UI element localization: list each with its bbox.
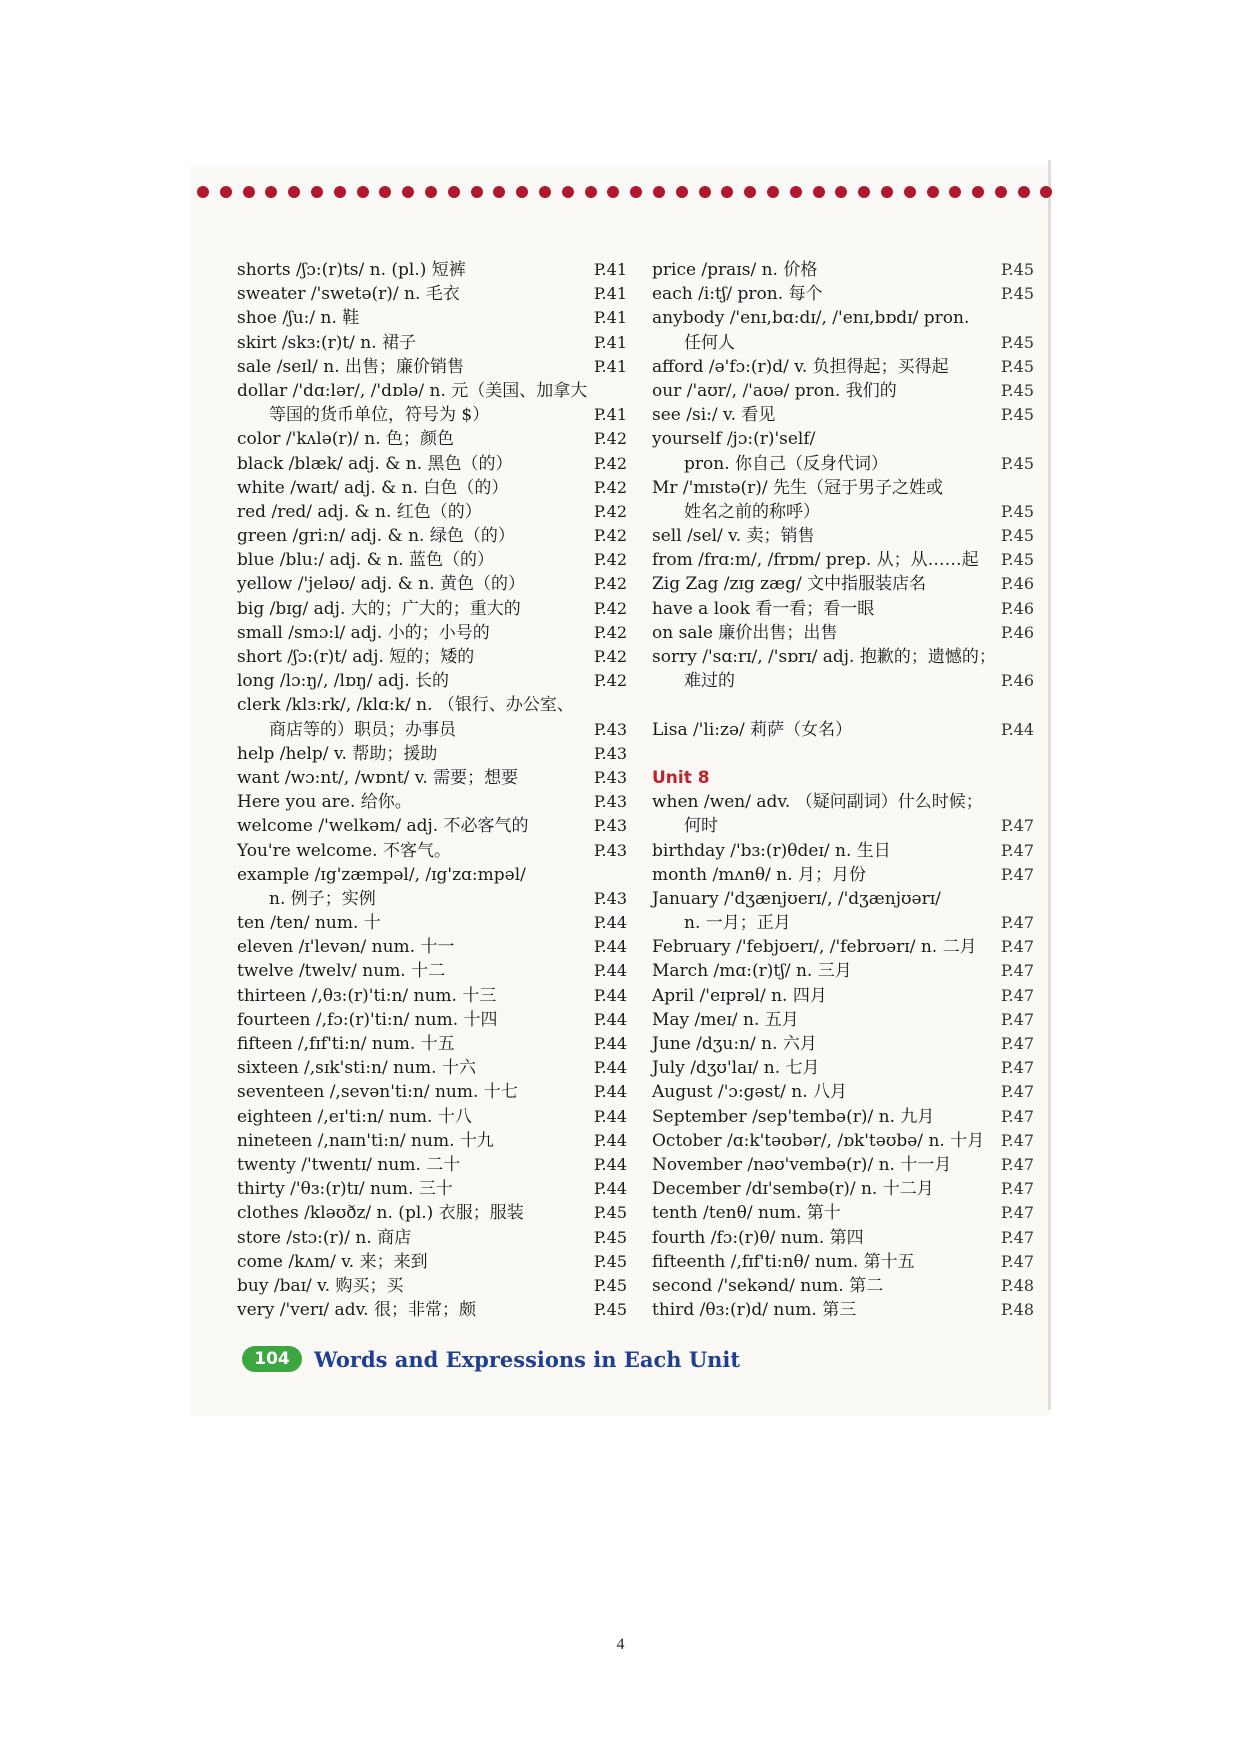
vocab-entry: [237, 548, 627, 572]
entry-page-ref: P.45: [1001, 284, 1034, 304]
vocab-entry-continuation: [652, 911, 1034, 935]
vocab-entry-continuation: [652, 814, 1034, 838]
decorative-dot-row: [197, 186, 1053, 200]
vocab-entry: [237, 1056, 627, 1080]
vocab-entry: [652, 693, 1034, 717]
vocab-entry: [237, 1153, 627, 1177]
vocab-entry: [237, 1080, 627, 1104]
entry-page-ref: P.45: [1001, 550, 1034, 570]
entry-text: fifteenth /,fɪf'ti:nθ/ num. 第十五: [652, 1251, 915, 1272]
decorative-dot: [676, 186, 688, 198]
vocab-entry: [652, 1129, 1034, 1153]
entry-text: December /dɪ'sembə(r)/ n. 十二月: [652, 1179, 934, 1200]
entry-text: sale /seɪl/ n. 出售；廉价销售: [237, 356, 465, 377]
entry-page-ref: P.43: [594, 888, 627, 908]
entry-page-ref: P.48: [1001, 1275, 1034, 1295]
decorative-dot: [904, 186, 916, 198]
vocab-entry: [652, 597, 1034, 621]
entry-text: November /nəʊ'vembə(r)/ n. 十一月: [652, 1154, 952, 1175]
entry-page-ref: P.47: [1001, 985, 1034, 1005]
decorative-dot: [197, 186, 209, 198]
entry-page-ref: P.45: [1001, 526, 1034, 546]
entry-page-ref: P.47: [1001, 864, 1034, 884]
page-edge-line: [1048, 160, 1051, 1410]
vocab-entry: [652, 790, 1034, 814]
decorative-dot: [744, 186, 756, 198]
decorative-dot: [448, 186, 460, 198]
entry-page-ref: P.43: [594, 719, 627, 739]
entry-text: red /red/ adj. & n. 红色（的）: [237, 501, 482, 522]
entry-text: big /bɪg/ adj. 大的；广大的；重大的: [237, 598, 521, 619]
vocabulary-column-left: [237, 258, 627, 1322]
entry-page-ref: P.41: [594, 332, 627, 352]
decorative-dot: [858, 186, 870, 198]
vocab-entry: [652, 355, 1034, 379]
vocab-entry: [652, 1250, 1034, 1274]
vocab-entry: [652, 1008, 1034, 1032]
entry-text: thirty /'θɜ:(r)tɪ/ num. 三十: [237, 1179, 453, 1200]
entry-text: September /sep'tembə(r)/ n. 九月: [652, 1106, 935, 1127]
entry-text: sorry /'sɑ:rɪ/, /'sɒrɪ/ adj. 抱歉的；遗憾的；: [652, 647, 996, 667]
vocab-entry: [652, 645, 1034, 669]
vocab-entry: [237, 355, 627, 379]
entry-page-ref: P.42: [594, 671, 627, 691]
entry-page-ref: P.44: [594, 1082, 627, 1102]
entry-page-ref: P.45: [1001, 501, 1034, 521]
decorative-dot: [265, 186, 277, 198]
vocab-entry: [237, 1032, 627, 1056]
entry-text: our /'aʊr/, /'aʊə/ pron. 我们的: [652, 380, 897, 401]
entry-page-ref: P.45: [1001, 260, 1034, 279]
vocab-entry: [237, 306, 627, 330]
footer-title: Words and Expressions in Each Unit: [314, 1346, 741, 1372]
entry-text: when /wen/ adv. （疑问副词）什么时候；: [652, 792, 983, 813]
entry-text: eleven /ɪ'levən/ num. 十一: [237, 937, 455, 958]
vocab-entry-continuation: [237, 403, 627, 427]
decorative-dot: [357, 186, 369, 198]
entry-text: twelve /twelv/ num. 十二: [237, 961, 446, 982]
entry-page-ref: P.42: [594, 598, 627, 618]
vocab-entry: [652, 742, 1034, 766]
entry-page-ref: P.45: [594, 1251, 627, 1271]
entry-page-ref: P.45: [594, 1275, 627, 1295]
vocabulary-column-right: [652, 258, 1034, 1322]
vocab-entry: [237, 839, 627, 863]
entry-page-ref: P.42: [594, 477, 627, 497]
entry-text: Here you are. 给你。: [237, 792, 412, 813]
entry-text: skirt /skɜ:(r)t/ n. 裙子: [237, 332, 417, 353]
decorative-dot: [1040, 186, 1052, 198]
vocab-entry: [237, 1105, 627, 1129]
entry-text: fifteen /,fɪf'ti:n/ num. 十五: [237, 1034, 455, 1054]
entry-page-ref: P.47: [1001, 1058, 1034, 1078]
entry-text: 等国的货币单位，符号为 $）: [269, 405, 490, 426]
entry-page-ref: P.43: [594, 840, 627, 860]
entry-page-ref: P.46: [1001, 574, 1034, 594]
vocab-entry-continuation: [237, 887, 627, 911]
vocab-entry: [237, 669, 627, 693]
decorative-dot: [493, 186, 505, 198]
entry-page-ref: P.47: [1001, 1227, 1034, 1247]
entry-text: yourself /jɔ:(r)'self/: [652, 429, 816, 450]
entry-page-ref: P.45: [1001, 405, 1034, 425]
entry-text: You're welcome. 不客气。: [237, 840, 451, 861]
entry-page-ref: P.45: [1001, 332, 1034, 352]
entry-text: 姓名之前的称呼）: [684, 501, 820, 522]
vocab-entry: [652, 935, 1034, 959]
entry-text: n. 一月；正月: [684, 913, 791, 934]
entry-text: pron. 你自己（反身代词）: [684, 453, 888, 474]
entry-text: shoe /ʃu:/ n. 鞋: [237, 308, 360, 329]
vocab-entry: [237, 1298, 627, 1322]
entry-page-ref: P.43: [594, 792, 627, 812]
entry-page-ref: P.46: [1001, 598, 1034, 618]
vocab-entry: [652, 427, 1034, 451]
entry-text: from /frɑ:m/, /frɒm/ prep. 从；从……起: [652, 550, 979, 571]
vocab-entry-continuation: [652, 331, 1034, 355]
vocab-entry: [237, 427, 627, 451]
entry-text: yellow /'jeləʊ/ adj. & n. 黄色（的）: [237, 574, 526, 595]
entry-text: clothes /kləʊðz/ n. (pl.) 衣服；服装: [237, 1203, 524, 1224]
entry-page-ref: P.42: [594, 574, 627, 594]
entry-text: 商店等的）职员；办事员: [269, 719, 456, 740]
vocab-entry: [652, 984, 1034, 1008]
decorative-dot: [881, 186, 893, 198]
entry-text: sweater /'swetə(r)/ n. 毛衣: [237, 284, 460, 305]
entry-page-ref: P.41: [594, 284, 627, 304]
vocab-entry: [237, 572, 627, 596]
entry-text: each /i:tʃ/ pron. 每个: [652, 284, 823, 305]
entry-text: 任何人: [684, 332, 735, 353]
decorative-dot: [699, 186, 711, 198]
entry-text: May /meɪ/ n. 五月: [652, 1009, 799, 1030]
entry-text: Zig Zag /zɪg zæg/ 文中指服装店名: [652, 574, 927, 595]
entry-page-ref: P.42: [594, 429, 627, 449]
entry-page-ref: P.47: [1001, 961, 1034, 981]
entry-text: second /'sekənd/ num. 第二: [652, 1275, 884, 1296]
decorative-dot: [607, 186, 619, 198]
decorative-dot: [425, 186, 437, 198]
entry-text: come /kʌm/ v. 来；来到: [237, 1251, 428, 1272]
decorative-dot: [539, 186, 551, 198]
vocab-entry: [237, 645, 627, 669]
vocab-entry: [237, 693, 627, 717]
entry-page-ref: P.44: [594, 1106, 627, 1126]
entry-text: small /smɔ:l/ adj. 小的；小号的: [237, 622, 490, 643]
vocab-entry: [237, 258, 627, 282]
entry-text: example /ɪg'zæmpəl/, /ɪg'zɑ:mpəl/: [237, 864, 526, 885]
decorative-dot: [585, 186, 597, 198]
entry-page-ref: P.41: [594, 356, 627, 376]
vocab-entry-continuation: [652, 669, 1034, 693]
entry-text: sixteen /,sɪk'sti:n/ num. 十六: [237, 1058, 476, 1079]
entry-text: 难过的: [684, 671, 735, 692]
entry-page-ref: P.45: [1001, 453, 1034, 473]
vocab-entry: [652, 959, 1034, 983]
entry-text: March /mɑ:(r)tʃ/ n. 三月: [652, 961, 852, 982]
vocab-entry: [237, 911, 627, 935]
vocab-entry: [237, 959, 627, 983]
vocab-entry-continuation: [237, 718, 627, 742]
decorative-dot: [995, 186, 1007, 198]
entry-text: green /gri:n/ adj. & n. 绿色（的）: [237, 526, 515, 547]
entry-page-ref: P.46: [1001, 622, 1034, 642]
entry-page-ref: P.44: [594, 1058, 627, 1078]
entry-text: n. 例子；实例: [269, 888, 376, 909]
vocab-entry: [237, 597, 627, 621]
vocab-entry: [237, 621, 627, 645]
entry-text: nineteen /,naɪn'ti:n/ num. 十九: [237, 1130, 494, 1151]
entry-text: 何时: [684, 816, 718, 837]
vocab-entry: [652, 718, 1034, 742]
decorative-dot: [767, 186, 779, 198]
entry-page-ref: P.47: [1001, 937, 1034, 957]
decorative-dot: [721, 186, 733, 198]
vocab-entry-continuation: [652, 452, 1034, 476]
vocab-entry: [652, 306, 1034, 330]
vocab-entry: [237, 452, 627, 476]
decorative-dot: [630, 186, 642, 198]
entry-page-ref: P.44: [594, 961, 627, 981]
entry-text: month /mʌnθ/ n. 月；月份: [652, 864, 867, 885]
entry-page-ref: P.47: [1001, 1034, 1034, 1053]
vocab-entry: [652, 1056, 1034, 1080]
entry-page-ref: P.41: [594, 405, 627, 425]
decorative-dot: [927, 186, 939, 198]
entry-page-ref: P.47: [1001, 1130, 1034, 1150]
vocab-entry: [652, 1274, 1034, 1298]
vocab-entry: [237, 1177, 627, 1201]
entry-page-ref: P.45: [594, 1227, 627, 1247]
entry-page-ref: P.45: [1001, 380, 1034, 400]
vocab-entry: [652, 403, 1034, 427]
vocab-entry: [652, 1032, 1034, 1056]
entry-page-ref: P.42: [594, 622, 627, 642]
vocab-entry: [652, 258, 1034, 282]
entry-text: February /'febjʊerɪ/, /'febrʊərɪ/ n. 二月: [652, 937, 977, 958]
vocab-entry: [652, 863, 1034, 887]
entry-page-ref: P.44: [594, 1009, 627, 1029]
document-page-number: 4: [616, 1636, 625, 1653]
vocab-entry: [652, 282, 1034, 306]
entry-page-ref: P.44: [1001, 719, 1034, 739]
entry-page-ref: P.43: [594, 767, 627, 787]
vocab-entry: [237, 814, 627, 838]
entry-page-ref: P.44: [594, 1034, 627, 1053]
vocab-entry: [652, 572, 1034, 596]
unit-heading: Unit 8: [652, 767, 710, 788]
entry-text: dollar /'dɑ:lər/, /'dɒlə/ n. 元（美国、加拿大: [237, 380, 588, 401]
page-footer: [242, 1346, 740, 1372]
entry-text: twenty /'twentɪ/ num. 二十: [237, 1154, 461, 1175]
vocab-entry: [237, 1226, 627, 1250]
entry-text: June /dʒu:n/ n. 六月: [652, 1034, 817, 1054]
vocab-entry: [652, 1177, 1034, 1201]
decorative-dot: [1018, 186, 1030, 198]
entry-text: welcome /'welkəm/ adj. 不必客气的: [237, 816, 529, 837]
entry-page-ref: P.42: [594, 550, 627, 570]
page-number-badge: 104: [242, 1346, 302, 1372]
entry-page-ref: P.47: [1001, 816, 1034, 836]
entry-text: third /θɜ:(r)d/ num. 第三: [652, 1300, 857, 1321]
vocab-entry: [652, 1153, 1034, 1177]
decorative-dot: [813, 186, 825, 198]
decorative-dot: [516, 186, 528, 198]
vocab-entry: [237, 1250, 627, 1274]
vocab-entry: [652, 379, 1034, 403]
entry-page-ref: P.46: [1001, 671, 1034, 691]
vocab-entry: [237, 282, 627, 306]
entry-text: want /wɔ:nt/, /wɒnt/ v. 需要；想要: [237, 767, 519, 788]
decorative-dot: [653, 186, 665, 198]
vocab-entry: [652, 1226, 1034, 1250]
entry-page-ref: P.44: [594, 1179, 627, 1199]
decorative-dot: [379, 186, 391, 198]
entry-page-ref: P.41: [594, 308, 627, 328]
vocab-entry: [237, 524, 627, 548]
entry-text: help /help/ v. 帮助；援助: [237, 743, 438, 764]
entry-text: buy /baɪ/ v. 购买；买: [237, 1275, 404, 1296]
entry-page-ref: P.42: [594, 526, 627, 546]
entry-text: ten /ten/ num. 十: [237, 913, 381, 934]
entry-text: blue /blu:/ adj. & n. 蓝色（的）: [237, 550, 494, 571]
vocab-entry-continuation: [652, 500, 1034, 524]
vocab-entry: [652, 1298, 1034, 1322]
entry-page-ref: P.44: [594, 937, 627, 957]
entry-page-ref: P.44: [594, 985, 627, 1005]
entry-page-ref: P.47: [1001, 1082, 1034, 1102]
vocab-entry: [237, 1129, 627, 1153]
entry-page-ref: P.47: [1001, 1154, 1034, 1174]
entry-page-ref: P.42: [594, 647, 627, 666]
entry-page-ref: P.47: [1001, 1179, 1034, 1199]
entry-page-ref: P.47: [1001, 913, 1034, 933]
entry-text: July /dʒʊ'laɪ/ n. 七月: [652, 1058, 820, 1079]
entry-text: anybody /'enɪ,bɑ:dɪ/, /'enɪ,bɒdɪ/ pron.: [652, 308, 970, 329]
entry-page-ref: P.42: [594, 453, 627, 473]
decorative-dot: [471, 186, 483, 198]
entry-page-ref: P.44: [594, 1130, 627, 1150]
entry-text: shorts /ʃɔ:(r)ts/ n. (pl.) 短裤: [237, 260, 466, 280]
vocab-entry: [237, 1008, 627, 1032]
entry-text: afford /ə'fɔ:(r)d/ v. 负担得起；买得起: [652, 356, 949, 377]
entry-text: seventeen /,sevən'ti:n/ num. 十七: [237, 1082, 518, 1103]
entry-page-ref: P.47: [1001, 1251, 1034, 1271]
decorative-dot: [334, 186, 346, 198]
entry-page-ref: P.41: [594, 260, 627, 279]
entry-text: have a look 看一看；看一眼: [652, 598, 875, 619]
decorative-dot: [220, 186, 232, 198]
entry-page-ref: P.45: [594, 1203, 627, 1223]
entry-page-ref: P.44: [594, 913, 627, 933]
entry-text: Lisa /'li:zə/ 莉萨（女名）: [652, 719, 853, 740]
vocab-entry: [237, 742, 627, 766]
entry-page-ref: P.42: [594, 501, 627, 521]
entry-page-ref: P.47: [1001, 840, 1034, 860]
vocab-entry: [237, 331, 627, 355]
entry-text: eighteen /,eɪ'ti:n/ num. 十八: [237, 1106, 472, 1127]
entry-text: see /si:/ v. 看见: [652, 405, 776, 426]
entry-text: birthday /'bɜ:(r)θdeɪ/ n. 生日: [652, 840, 891, 861]
entry-text: thirteen /,θɜ:(r)'ti:n/ num. 十三: [237, 985, 497, 1006]
decorative-dot: [790, 186, 802, 198]
entry-page-ref: P.47: [1001, 1106, 1034, 1126]
entry-text: fourteen /,fɔ:(r)'ti:n/ num. 十四: [237, 1009, 498, 1030]
vocab-entry: [237, 863, 627, 887]
decorative-dot: [288, 186, 300, 198]
vocab-entry: [237, 935, 627, 959]
entry-page-ref: P.47: [1001, 1203, 1034, 1223]
entry-text: Mr /'mɪstə(r)/ 先生（冠于男子之姓或: [652, 477, 944, 498]
entry-text: January /'dʒænjʊerɪ/, /'dʒænjʊərɪ/: [652, 888, 941, 909]
entry-text: short /ʃɔ:(r)t/ adj. 短的；矮的: [237, 647, 475, 667]
vocab-entry: [237, 790, 627, 814]
entry-page-ref: P.44: [594, 1154, 627, 1174]
vocab-entry: [652, 1201, 1034, 1225]
vocab-entry: [237, 1201, 627, 1225]
entry-text: very /'verɪ/ adv. 很；非常；颇: [237, 1300, 476, 1321]
vocab-entry: [652, 1105, 1034, 1129]
entry-text: August /'ɔ:gəst/ n. 八月: [652, 1082, 848, 1103]
entry-text: fourth /fɔ:(r)θ/ num. 第四: [652, 1227, 864, 1248]
decorative-dot: [949, 186, 961, 198]
entry-page-ref: P.45: [594, 1300, 627, 1320]
entry-text: clerk /klɜ:rk/, /klɑ:k/ n. （银行、办公室、: [237, 695, 574, 716]
decorative-dot: [972, 186, 984, 198]
decorative-dot: [402, 186, 414, 198]
decorative-dot: [562, 186, 574, 198]
vocab-entry: [237, 984, 627, 1008]
entry-page-ref: P.45: [1001, 356, 1034, 376]
entry-text: white /waɪt/ adj. & n. 白色（的）: [237, 477, 509, 498]
vocab-entry: [237, 379, 627, 403]
entry-text: sell /sel/ v. 卖；销售: [652, 526, 815, 547]
vocab-entry: [237, 1274, 627, 1298]
entry-text: color /'kʌlə(r)/ n. 色；颜色: [237, 429, 455, 450]
vocab-entry: [237, 476, 627, 500]
entry-page-ref: P.43: [594, 816, 627, 836]
vocab-entry: [652, 621, 1034, 645]
entry-text: long /lɔ:ŋ/, /lɒŋ/ adj. 长的: [237, 671, 450, 692]
vocab-entry: [237, 500, 627, 524]
entry-text: store /stɔ:(r)/ n. 商店: [237, 1227, 412, 1248]
vocab-entry: [652, 839, 1034, 863]
entry-page-ref: P.47: [1001, 1009, 1034, 1029]
entry-page-ref: P.48: [1001, 1300, 1034, 1320]
entry-text: April /'eɪprəl/ n. 四月: [652, 985, 827, 1006]
decorative-dot: [243, 186, 255, 198]
entry-text: black /blæk/ adj. & n. 黑色（的）: [237, 453, 513, 474]
vocab-entry: [652, 548, 1034, 572]
vocab-entry: [652, 476, 1034, 500]
vocab-entry: [652, 1080, 1034, 1104]
entry-text: tenth /tenθ/ num. 第十: [652, 1203, 841, 1224]
vocab-entry: [652, 524, 1034, 548]
entry-text: price /praɪs/ n. 价格: [652, 260, 818, 280]
decorative-dot: [835, 186, 847, 198]
entry-page-ref: P.43: [594, 743, 627, 763]
decorative-dot: [311, 186, 323, 198]
vocab-entry: [237, 766, 627, 790]
vocab-entry: [652, 887, 1034, 911]
entry-text: October /ɑ:k'təʊbər/, /ɒk'təʊbə/ n. 十月: [652, 1130, 985, 1151]
entry-text: on sale 廉价出售；出售: [652, 622, 838, 643]
